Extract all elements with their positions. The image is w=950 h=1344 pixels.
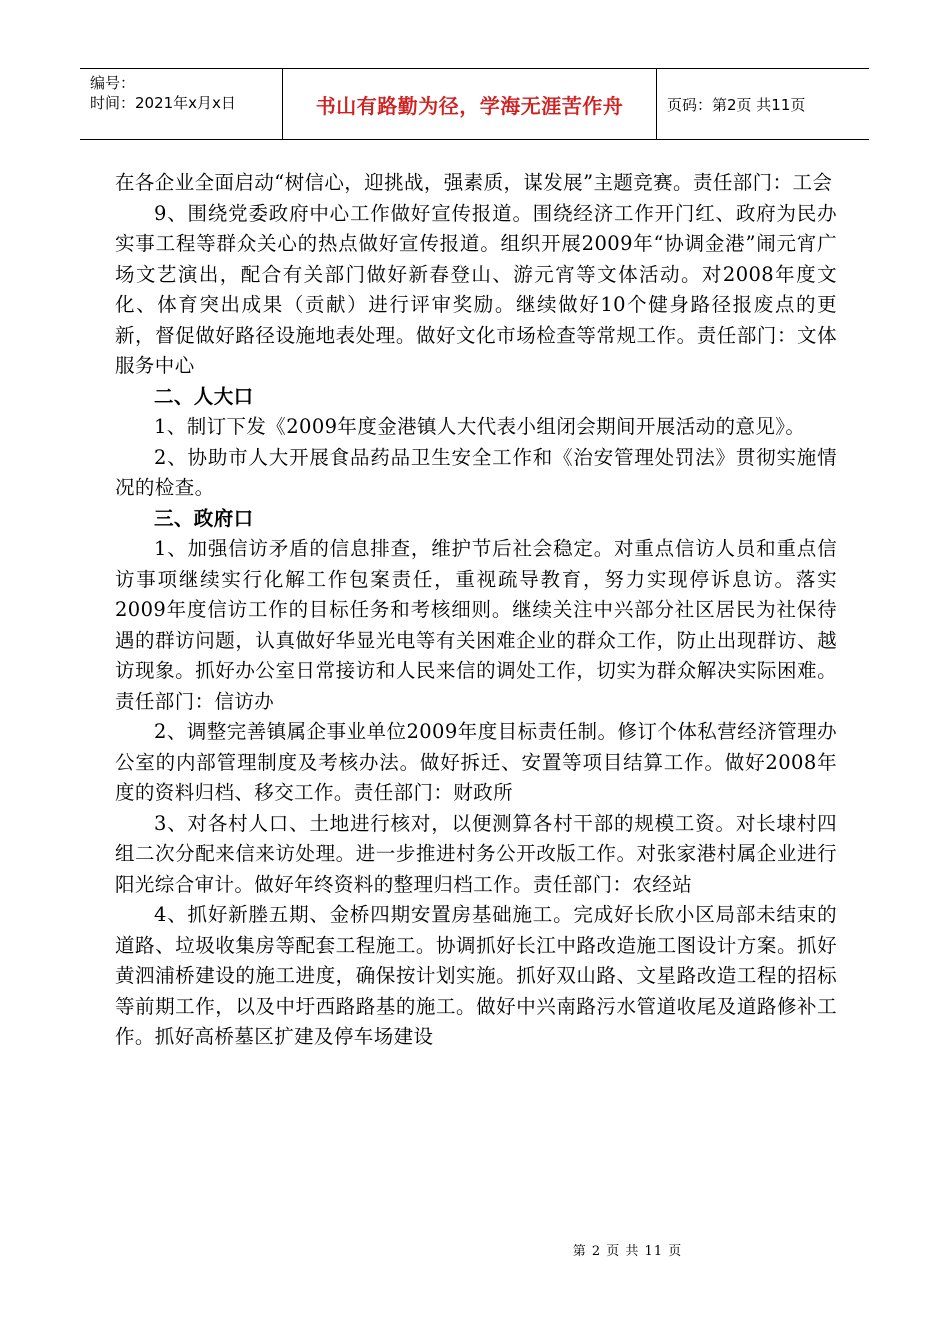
paragraph-gov-3: 3、对各村人口、土地进行核对，以便测算各村干部的规模工资。对长埭村四组二次分配来信来访处理。进一步推进村务公开改版工作。对张家港村属企业进行阳光综合审计。做好年终资料的整理归档工作。责任部门：农经站	[115, 811, 837, 896]
header-page-info: 页码：第2页 共11页	[667, 95, 806, 114]
header-motto: 书山有路勤为径，学海无涯苦作舟	[283, 69, 657, 139]
document-body	[115, 168, 837, 1053]
page-footer	[0, 1240, 950, 1259]
code-label: 编号：	[90, 74, 136, 92]
paragraph-npc-1: 1、制订下发《2009年度金港镇人大代表小组闭会期间开展活动的意见》。	[154, 415, 806, 438]
page-header	[80, 68, 869, 140]
paragraph-gov-4: 4、抓好新塍五期、金桥四期安置房基础施工。完成好长欣小区局部未结束的道路、垃圾收集房等配套工程施工。协调抓好长江中路改造施工图设计方案。抓好黄泗浦桥建设的施工进度，确保按计划实施。抓好双山路、文星路改造工程的招标等前期工作，以及中圩西路路基的施工。做好中兴南路污水管道收尾及道路修补工作。抓好高桥墓区扩建及停车场建设	[115, 903, 837, 1048]
paragraph-gov-1: 1、加强信访矛盾的信息排查，维护节后社会稳定。对重点信访人员和重点信访事项继续实行化解工作包案责任，重视疏导教育，努力实现停诉息访。落实2009年度信访工作的目标任务和考核细则。继续关注中兴部分社区居民为社保待遇的群访问题，认真做好华显光电等有关困难企业的群众工作，防止出现群访、越访现象。抓好办公室日常接访和人民来信的调处工作，切实为群众解决实际困难。责任部门：信访办	[115, 537, 837, 713]
footer-page-number: 第 2 页 共 11 页	[572, 1244, 683, 1259]
paragraph-item-9: 9、围绕党委政府中心工作做好宣传报道。围绕经济工作开门红、政府为民办实事工程等群众关心的热点做好宣传报道。组织开展2009年“协调金港”闹元宵广场文艺演出，配合有关部门做好新春登山、游元宵等文体活动。对2008年度文化、体育突出成果（贡献）进行评审奖励。继续做好10个健身路径报废点的更新，督促做好路径设施地表处理。做好文化市场检查等常规工作。责任部门：文体服务中心	[115, 201, 837, 377]
paragraph-gov-2: 2、调整完善镇属企事业单位2009年度目标责任制。修订个体私营经济管理办公室的内部管理制度及考核办法。做好拆迁、安置等项目结算工作。做好2008年度的资料归档、移交工作。责任部门：财政所	[115, 720, 837, 804]
section-heading-government: 三、政府口	[154, 506, 254, 530]
time-label: 时间：2021年x月x日	[90, 94, 236, 112]
section-heading-npc: 二、人大口	[154, 384, 254, 408]
header-meta	[80, 69, 283, 139]
paragraph-continued: 在各企业全面启动“树信心，迎挑战，强素质，谋发展”主题竞赛。责任部门：工会	[115, 171, 833, 194]
paragraph-npc-2: 2、协助市人大开展食品药品卫生安全工作和《治安管理处罚法》贯彻实施情况的检查。	[115, 445, 837, 499]
